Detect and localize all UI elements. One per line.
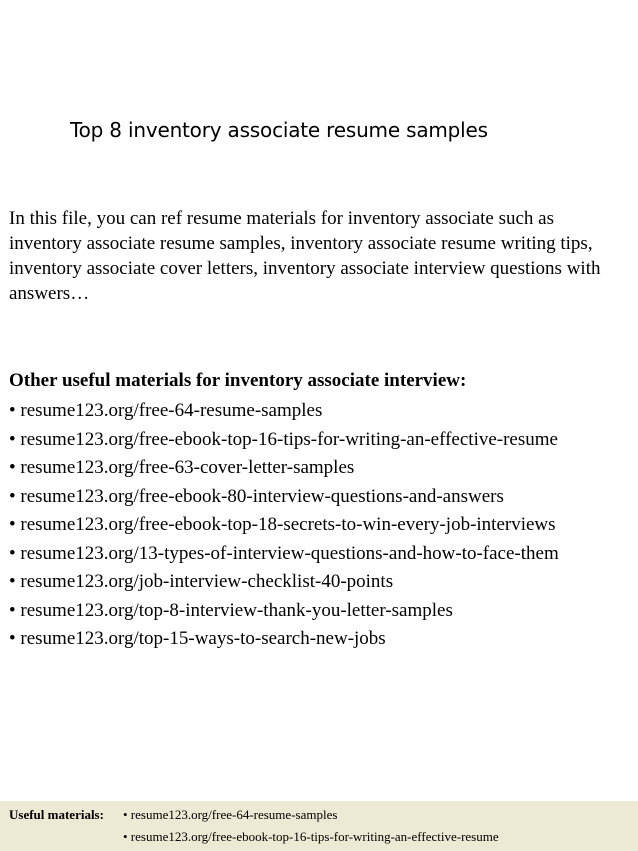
materials-list <box>9 397 559 654</box>
materials-list-item: • resume123.org/top-8-interview-thank-you-letter-samples <box>9 599 453 621</box>
materials-list-item: • resume123.org/job-interview-checklist-40-points <box>9 571 394 592</box>
materials-list-item: • resume123.org/free-ebook-top-18-secrets-to-win-every-job-interviews <box>9 514 556 535</box>
materials-list-item: • resume123.org/free-ebook-top-16-tips-for-writing-an-effective-resume <box>9 428 558 450</box>
intro-paragraph: In this file, you can ref resume materials for inventory associate such as inventory associate resume samples, inventory associate resume writing tips, inventory associate cover letters, inventory associate interview questions with answers… <box>9 208 601 304</box>
materials-list-item: • resume123.org/free-63-cover-letter-samples <box>9 457 355 478</box>
materials-list-item: • resume123.org/top-15-ways-to-search-new-jobs <box>9 628 386 649</box>
footer-item: • resume123.org/free-ebook-top-16-tips-for-writing-an-effective-resume <box>123 829 499 844</box>
footer-bar <box>0 801 638 851</box>
materials-list-item: • resume123.org/free-ebook-80-interview-questions-and-answers <box>9 485 504 507</box>
materials-heading: Other useful materials for inventory associate interview: <box>9 370 467 391</box>
materials-list-item: • resume123.org/13-types-of-interview-questions-and-how-to-face-them <box>9 542 559 564</box>
footer-label: Useful materials: <box>9 807 104 822</box>
page-title: Top 8 inventory associate resume samples <box>70 118 488 142</box>
footer-item: • resume123.org/free-64-resume-samples <box>123 807 338 822</box>
materials-list-item: • resume123.org/free-64-resume-samples <box>9 400 323 421</box>
